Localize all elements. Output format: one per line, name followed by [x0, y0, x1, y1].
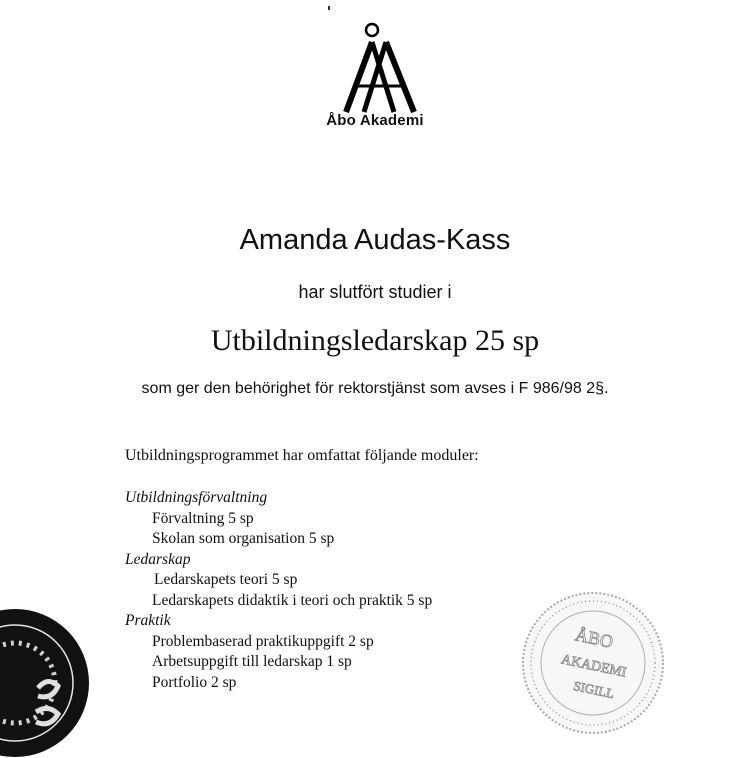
module-item: Ledarskapets didaktik i teori och praktik 5 sp	[152, 591, 433, 609]
module-item: Problembaserad praktikuppgift 2 sp	[152, 632, 374, 650]
completed-text: har slutfört studier i	[298, 282, 452, 302]
module-item: Portfolio 2 sp	[152, 673, 237, 691]
module-group-title: Praktik	[125, 612, 171, 629]
modules-intro: Utbildningsprogrammet har omfattat följande moduler:	[125, 447, 479, 464]
module-item: Ledarskapets teori 5 sp	[154, 571, 298, 588]
svg-text:ÅBO: ÅBO	[573, 624, 615, 652]
module-item: Förvaltning 5 sp	[152, 509, 254, 527]
program-title: Utbildningsledarskap 25 sp	[210, 324, 540, 357]
module-item: Arbetsuppgift till ledarskap 1 sp	[152, 653, 352, 670]
eligibility-text: som ger den behörighet för rektorstjänst som avses i F 986/98 2§.	[141, 380, 609, 397]
svg-text:SIGILL: SIGILL	[572, 677, 616, 702]
module-list	[125, 488, 432, 693]
black-seal-icon	[0, 608, 90, 758]
embossed-seal-icon	[518, 588, 668, 738]
institution-name: Åbo Akademi	[326, 112, 424, 129]
scan-speck	[328, 6, 330, 10]
recipient-name: Amanda Audas-Kass	[239, 224, 511, 256]
module-item: Skolan som organisation 5 sp	[152, 530, 335, 547]
module-group-title: Ledarskap	[125, 550, 191, 568]
svg-text:AKADEMI: AKADEMI	[559, 652, 628, 681]
module-group-title: Utbildningsförvaltning	[125, 489, 268, 506]
